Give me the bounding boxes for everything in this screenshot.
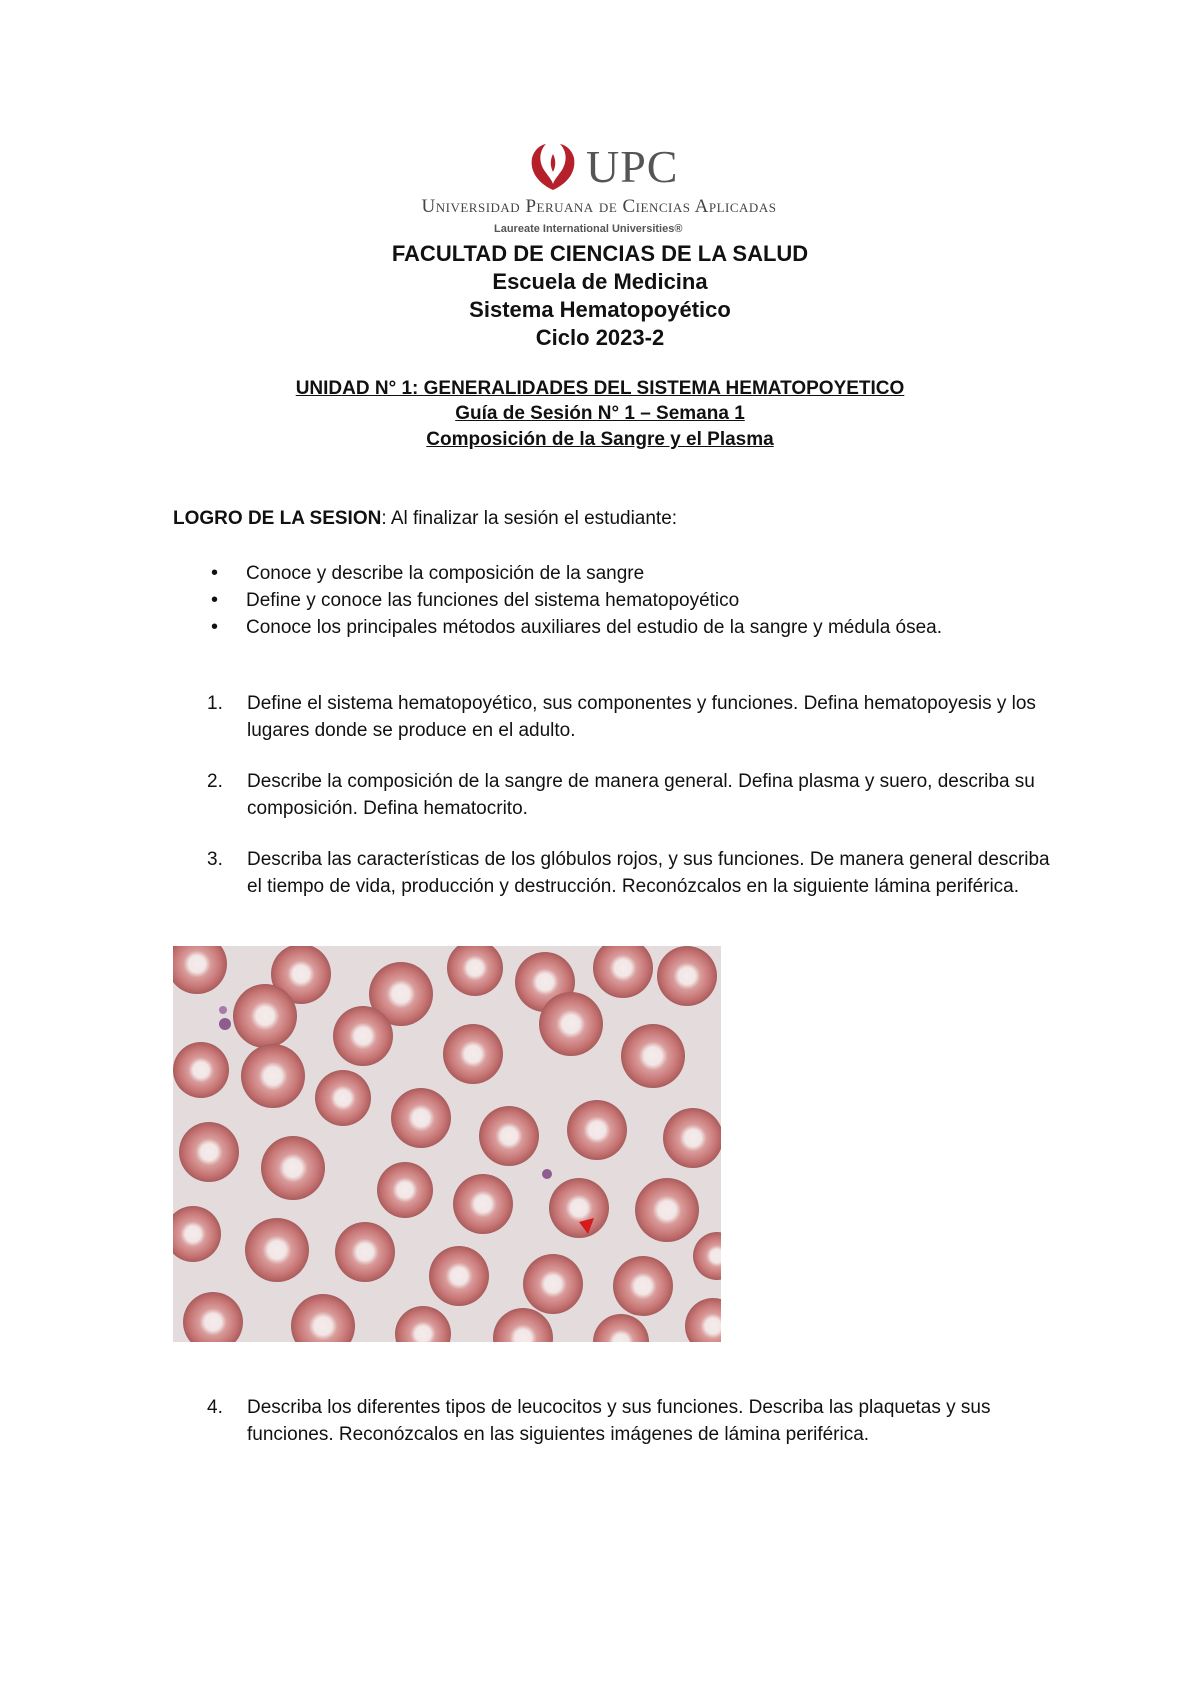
logo-university-name: Universidad Peruana de Ciencias Aplicadas: [421, 196, 777, 217]
red-blood-cell: [443, 1024, 503, 1084]
upc-logo: [398, 140, 800, 240]
session-goal-label: LOGRO DE LA SESION: [173, 508, 382, 529]
upc-emblem-icon: [526, 140, 580, 194]
blood-smear-image: [173, 946, 721, 1342]
red-blood-cell: [315, 1070, 371, 1126]
question-number: 1.: [207, 693, 223, 714]
red-blood-cell: [549, 1178, 609, 1238]
red-blood-cell: [657, 946, 717, 1006]
red-blood-cell: [391, 1088, 451, 1148]
red-blood-cell: [635, 1178, 699, 1242]
logo-wordmark: UPC: [586, 141, 679, 192]
question-number: 4.: [207, 1397, 223, 1418]
red-blood-cell: [333, 1006, 393, 1066]
platelet: [219, 1006, 227, 1014]
guide-title: Guía de Sesión N° 1 – Semana 1: [455, 403, 745, 424]
goal-item: • Conoce y describe la composición de la sangre: [211, 560, 1051, 587]
faculty-title: FACULTAD DE CIENCIAS DE LA SALUD: [391, 241, 809, 266]
red-blood-cell: [429, 1246, 489, 1306]
school-title: Escuela de Medicina: [492, 269, 708, 294]
goal-list: [211, 560, 1051, 641]
question-text: Describe la composición de la sangre de manera general. Defina plasma y suero, describa su composición. Defina hematocrito.: [247, 771, 1035, 819]
platelet: [542, 1169, 552, 1179]
red-blood-cell: [261, 1136, 325, 1200]
red-blood-cell: [233, 984, 297, 1048]
red-blood-cell: [523, 1254, 583, 1314]
red-blood-cell: [567, 1100, 627, 1160]
red-blood-cell: [335, 1222, 395, 1282]
red-blood-cells-figure: [173, 946, 721, 1342]
session-goal-text: : Al finalizar la sesión el estudiante:: [381, 508, 678, 529]
unit-title: UNIDAD N° 1: GENERALIDADES DEL SISTEMA HEMATOPOYETICO: [295, 378, 905, 399]
question-text: Describa las características de los glóbulos rojos, y sus funciones. De manera general describa el tiempo de vida, producción y destrucción. Reconózcalos en la siguiente lámina periférica.: [247, 849, 1050, 897]
logo-network: Laureate International Universities®: [494, 223, 683, 235]
logo-top: [526, 140, 678, 194]
red-blood-cell: [453, 1174, 513, 1234]
course-title: Sistema Hematopoyético: [469, 297, 731, 322]
question-text: Define el sistema hematopoyético, sus componentes y funciones. Defina hematopoyesis y los lugares donde se produce en el adulto.: [247, 693, 1036, 741]
goal-item: • Define y conoce las funciones del sistema hematopoyético: [211, 587, 1051, 614]
platelet: [219, 1018, 231, 1030]
red-blood-cell: [613, 1256, 673, 1316]
red-blood-cell: [377, 1162, 433, 1218]
question-text: Describa los diferentes tipos de leucocitos y sus funciones. Describa las plaquetas y sus funciones. Reconózcalos en las siguientes imágenes de lámina periférica.: [247, 1397, 991, 1445]
red-blood-cell: [241, 1044, 305, 1108]
topic-title: Composición de la Sangre y el Plasma: [426, 429, 774, 450]
question-number: 2.: [207, 771, 223, 792]
session-goal: [173, 508, 677, 530]
goal-item: • Conoce los principales métodos auxiliares del estudio de la sangre y médula ósea.: [211, 614, 1051, 641]
red-blood-cell: [179, 1122, 239, 1182]
red-blood-cell: [479, 1106, 539, 1166]
cycle-title: Ciclo 2023-2: [535, 325, 665, 350]
question-number: 3.: [207, 849, 223, 870]
red-blood-cell: [621, 1024, 685, 1088]
red-blood-cell: [173, 1042, 229, 1098]
red-blood-cell: [663, 1108, 721, 1168]
red-blood-cell: [539, 992, 603, 1056]
red-blood-cell: [245, 1218, 309, 1282]
